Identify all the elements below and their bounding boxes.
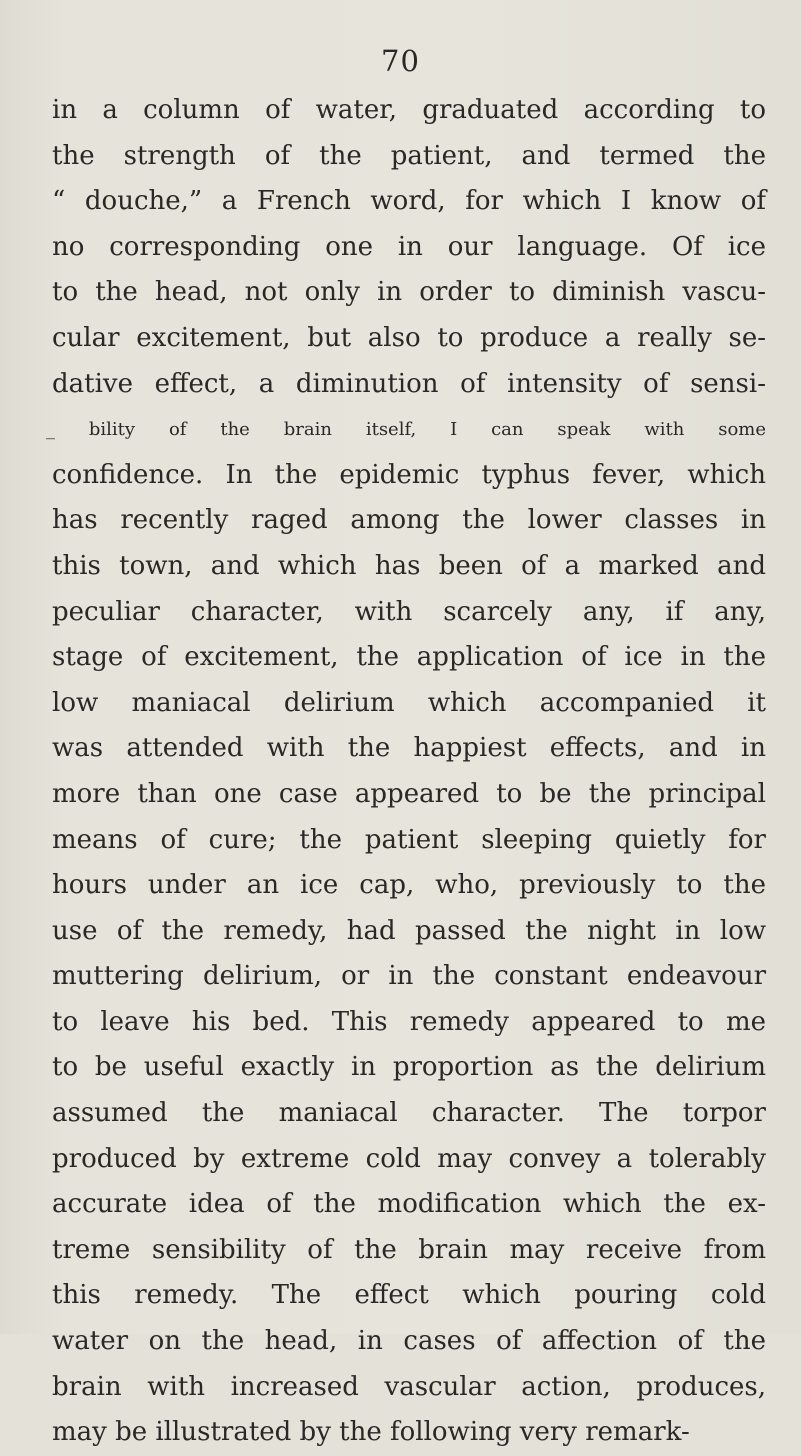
text-line: water on the head, in cases of affection of the <box>52 1326 766 1357</box>
page-number: 70 <box>381 44 420 78</box>
text-line: more than one case appeared to be the principal <box>52 778 766 809</box>
text-line: peculiar character, with scarcely any, if any, <box>52 596 766 627</box>
text-line: no corresponding one in our language. Of ice <box>52 231 766 262</box>
text-line: low maniacal delirium which accompanied it <box>52 687 766 718</box>
text-line: in a column of water, graduated according to <box>52 95 766 125</box>
text-line: produced by extreme cold may convey a tolerably <box>52 1143 766 1174</box>
text-line: _ bility of the brain itself, I can speak with some <box>46 419 766 441</box>
text-line: treme sensibility of the brain may receive from <box>52 1234 766 1265</box>
text-line: to the head, not only in order to diminish vascu- <box>52 277 766 308</box>
text-line: accurate idea of the modification which the ex- <box>52 1189 766 1220</box>
text-line: assumed the maniacal character. The torpor <box>52 1098 766 1129</box>
text-line: this town, and which has been of a marked and <box>52 550 766 581</box>
text-line: has recently raged among the lower classes in <box>52 505 766 536</box>
text-line: means of cure; the patient sleeping quietly for <box>52 824 766 855</box>
text-line: “ douche,” a French word, for which I know of <box>52 186 766 217</box>
text-line: use of the remedy, had passed the night in low <box>52 915 766 946</box>
body-text <box>46 88 766 1456</box>
text-line: to be useful exactly in proportion as the delirium <box>52 1052 766 1083</box>
text-line: brain with increased vascular action, produces, <box>52 1371 766 1402</box>
text-line: this remedy. The effect which pouring cold <box>52 1280 766 1311</box>
text-line: dative effect, a diminution of intensity of sensi- <box>52 368 766 399</box>
text-line: was attended with the happiest effects, and in <box>52 733 766 764</box>
text-line: stage of excitement, the application of ice in the <box>52 642 766 673</box>
text-line: confidence. In the epidemic typhus fever, which <box>52 459 766 490</box>
text-line: to leave his bed. This remedy appeared to me <box>52 1006 766 1037</box>
text-line: hours under an ice cap, who, previously to the <box>52 870 766 901</box>
text-line: the strength of the patient, and termed the <box>52 140 766 171</box>
text-line: may be illustrated by the following very remark- <box>52 1417 690 1448</box>
text-line: muttering delirium, or in the constant endeavour <box>52 961 766 992</box>
text-line: cular excitement, but also to produce a really se- <box>52 322 766 353</box>
